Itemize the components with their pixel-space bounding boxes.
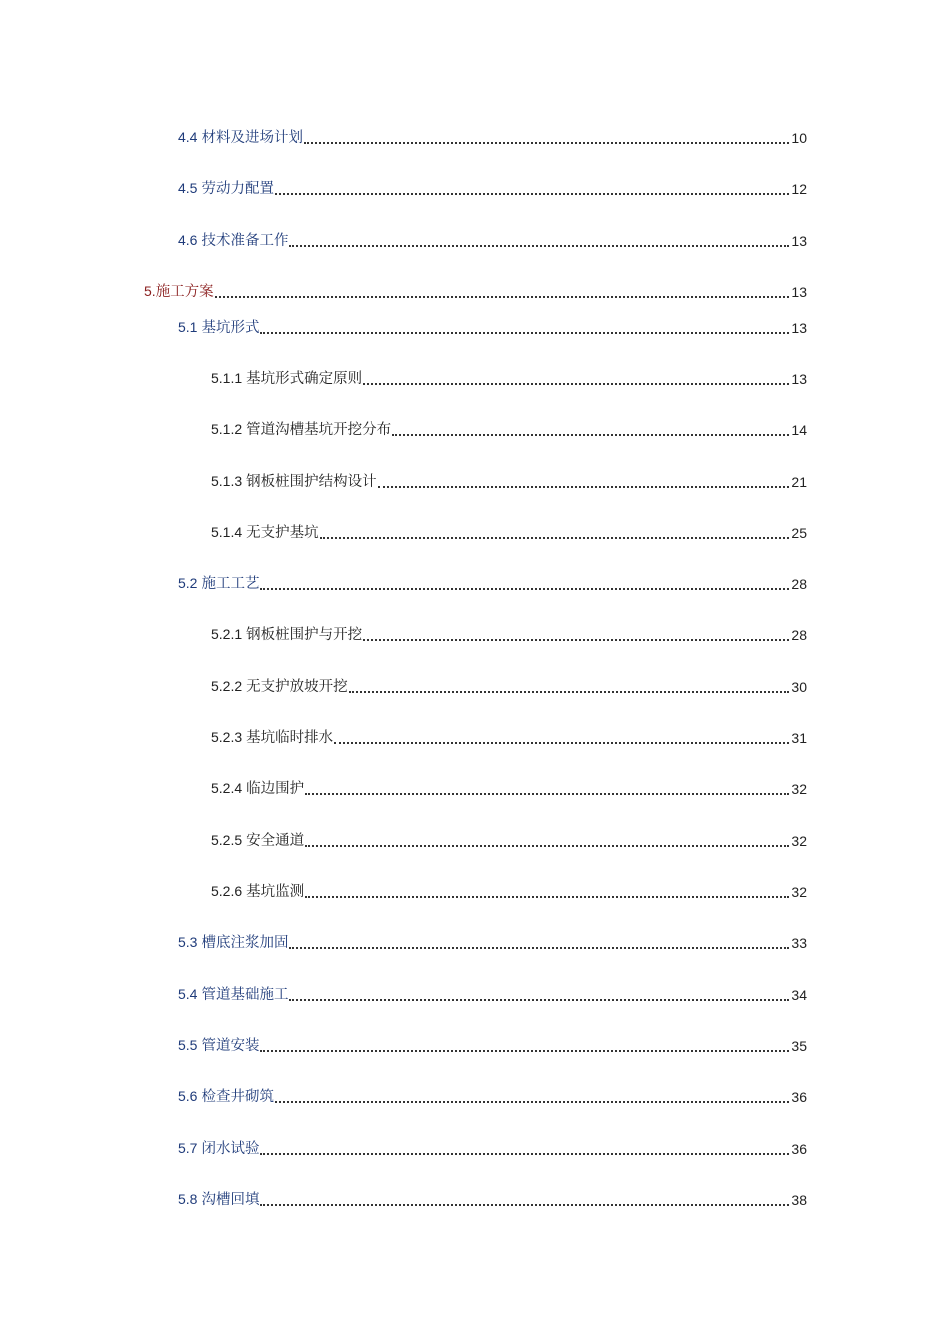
- toc-entry[interactable]: [211, 470, 807, 492]
- toc-entry[interactable]: [178, 1188, 807, 1210]
- toc-entry-page: 13: [791, 371, 807, 387]
- toc-entry-label: [178, 127, 304, 148]
- toc-entry-number: 5.2.2: [211, 678, 243, 694]
- toc-dot-leader: [320, 523, 790, 543]
- toc-entry[interactable]: [178, 983, 807, 1005]
- toc-entry-label: [211, 471, 378, 492]
- toc-entry-page: 30: [791, 679, 807, 695]
- toc-entry[interactable]: [178, 177, 807, 199]
- toc-entry-title: 基坑监测: [246, 884, 305, 900]
- toc-entry-number: 5.8: [178, 1191, 198, 1207]
- toc-entry-label: [211, 624, 363, 645]
- toc-entry-number: 5.1.3: [211, 473, 243, 489]
- toc-entry[interactable]: [211, 829, 807, 851]
- toc-entry-page: 14: [791, 422, 807, 438]
- toc-entry-number: 5.2: [178, 575, 198, 591]
- toc-entry-title: 临边围护: [246, 781, 305, 797]
- toc-entry[interactable]: [178, 931, 807, 953]
- toc-dot-leader: [304, 128, 789, 148]
- toc-entry-title: 沟槽回填: [201, 1192, 260, 1208]
- toc-dot-leader: [349, 677, 790, 697]
- toc-entry-number: 5.2.1: [211, 626, 243, 642]
- toc-entry-number: 5.3: [178, 934, 198, 950]
- toc-entry-label: [211, 419, 392, 440]
- toc-entry-title: 材料及进场计划: [201, 130, 303, 146]
- toc-entry-page: 32: [791, 833, 807, 849]
- toc-dot-leader: [305, 779, 789, 799]
- toc-entry-page: 10: [791, 130, 807, 146]
- toc-entry-label: [211, 676, 349, 697]
- toc-entry-label: [178, 932, 289, 953]
- toc-dot-leader: [260, 1190, 789, 1210]
- toc-entry[interactable]: [211, 675, 807, 697]
- toc-entry-title: 钢板桩围护与开挖: [246, 627, 363, 643]
- toc-dot-leader: [275, 179, 789, 199]
- toc-entry-page: 13: [791, 320, 807, 336]
- toc-entry[interactable]: [178, 572, 807, 594]
- toc-entry-page: 28: [791, 576, 807, 592]
- toc-entry-label: [211, 830, 305, 851]
- toc-entry-label: [178, 1035, 260, 1056]
- toc-dot-leader: [378, 472, 790, 492]
- toc-entry-page: 13: [791, 233, 807, 249]
- toc-entry-title: 劳动力配置: [201, 181, 274, 197]
- toc-entry-label: [178, 178, 275, 199]
- toc-entry-page: 35: [791, 1038, 807, 1054]
- toc-entry[interactable]: [211, 521, 807, 543]
- toc-entry[interactable]: [144, 280, 807, 302]
- toc-entry-number: 5.2.6: [211, 883, 243, 899]
- toc-entry-label: [178, 984, 289, 1005]
- toc-entry-title: 检查井砌筑: [201, 1089, 274, 1105]
- toc-entry-number: 5.1.2: [211, 421, 243, 437]
- toc-dot-leader: [289, 231, 789, 251]
- toc-entry-title: 管道沟槽基坑开挖分布: [246, 422, 392, 438]
- toc-entry-page: 13: [791, 284, 807, 300]
- toc-entry-title: 基坑临时排水: [246, 730, 334, 746]
- toc-dot-leader: [305, 882, 789, 902]
- toc-entry-page: 25: [791, 525, 807, 541]
- toc-entry-label: [144, 281, 215, 302]
- toc-entry-label: [178, 317, 260, 338]
- toc-entry-page: 33: [791, 935, 807, 951]
- toc-entry-page: 12: [791, 181, 807, 197]
- toc-entry-label: [211, 778, 305, 799]
- toc-entry-title: 基坑形式: [201, 320, 260, 336]
- toc-entry-label: [211, 727, 334, 748]
- toc-entry-number: 5.: [144, 283, 156, 299]
- toc-entry-title: 无支护放坡开挖: [246, 679, 348, 695]
- toc-entry-page: 36: [791, 1089, 807, 1105]
- toc-dot-leader: [392, 420, 789, 440]
- toc-entry[interactable]: [211, 418, 807, 440]
- toc-dot-leader: [289, 985, 789, 1005]
- toc-entry[interactable]: [178, 126, 807, 148]
- toc-entry-title: 施工方案: [155, 284, 214, 300]
- toc-entry-number: 5.2.4: [211, 780, 243, 796]
- toc-entry-page: 34: [791, 987, 807, 1003]
- toc-dot-leader: [275, 1087, 789, 1107]
- toc-entry-page: 32: [791, 781, 807, 797]
- toc-entry-title: 基坑形式确定原则: [246, 371, 363, 387]
- toc-entry-title: 安全通道: [246, 833, 305, 849]
- toc-entry-label: [178, 1189, 260, 1210]
- toc-entry-number: 5.4: [178, 986, 198, 1002]
- toc-dot-leader: [260, 1036, 789, 1056]
- toc-entry[interactable]: [178, 316, 807, 338]
- toc-dot-leader: [260, 1139, 789, 1159]
- toc-entry-label: [178, 573, 260, 594]
- toc-entry-number: 5.1.1: [211, 370, 243, 386]
- toc-entry[interactable]: [178, 1034, 807, 1056]
- toc-entry-label: [211, 522, 320, 543]
- toc-entry[interactable]: [211, 777, 807, 799]
- toc-entry-label: [178, 1086, 275, 1107]
- toc-entry[interactable]: [211, 880, 807, 902]
- toc-dot-leader: [260, 574, 789, 594]
- toc-entry-page: 38: [791, 1192, 807, 1208]
- toc-dot-leader: [289, 933, 789, 953]
- toc-entry-number: 5.2.3: [211, 729, 243, 745]
- toc-entry-title: 技术准备工作: [201, 233, 289, 249]
- toc-entry-label: [178, 230, 289, 251]
- toc-entry-page: 36: [791, 1141, 807, 1157]
- toc-entry-number: 5.1: [178, 319, 198, 335]
- toc-entry[interactable]: [211, 726, 807, 748]
- toc-entry-title: 槽底注浆加固: [201, 935, 289, 951]
- toc-dot-leader: [305, 831, 789, 851]
- toc-entry-number: 5.1.4: [211, 524, 243, 540]
- toc-entry-label: [178, 1138, 260, 1159]
- toc-dot-leader: [215, 282, 790, 302]
- toc-entry-title: 闭水试验: [201, 1141, 260, 1157]
- toc-entry-number: 4.6: [178, 232, 198, 248]
- toc-entry-title: 施工工艺: [201, 576, 260, 592]
- toc-dot-leader: [334, 728, 789, 748]
- toc-entry-title: 钢板桩围护结构设计: [246, 474, 377, 490]
- toc-dot-leader: [260, 318, 789, 338]
- toc-entry-page: 21: [791, 474, 807, 490]
- toc-entry[interactable]: [211, 623, 807, 645]
- toc-dot-leader: [363, 625, 789, 645]
- toc-entry-title: 无支护基坑: [246, 525, 319, 541]
- toc-entry-number: 4.5: [178, 180, 198, 196]
- toc-entry-number: 5.5: [178, 1037, 198, 1053]
- toc-entry-number: 5.2.5: [211, 832, 243, 848]
- toc-entry[interactable]: [178, 229, 807, 251]
- toc-entry-number: 5.7: [178, 1140, 198, 1156]
- toc-entry-page: 28: [791, 627, 807, 643]
- toc-entry[interactable]: [211, 367, 807, 389]
- toc-entry-page: 32: [791, 884, 807, 900]
- toc-entry-label: [211, 368, 363, 389]
- toc-dot-leader: [363, 369, 789, 389]
- toc-entry-number: 4.4: [178, 129, 198, 145]
- toc-entry-title: 管道基础施工: [201, 987, 289, 1003]
- toc-entry-title: 管道安装: [201, 1038, 260, 1054]
- toc-entry-page: 31: [791, 730, 807, 746]
- toc-entry[interactable]: [178, 1137, 807, 1159]
- toc-entry[interactable]: [178, 1085, 807, 1107]
- toc-entry-number: 5.6: [178, 1088, 198, 1104]
- toc-entry-label: [211, 881, 305, 902]
